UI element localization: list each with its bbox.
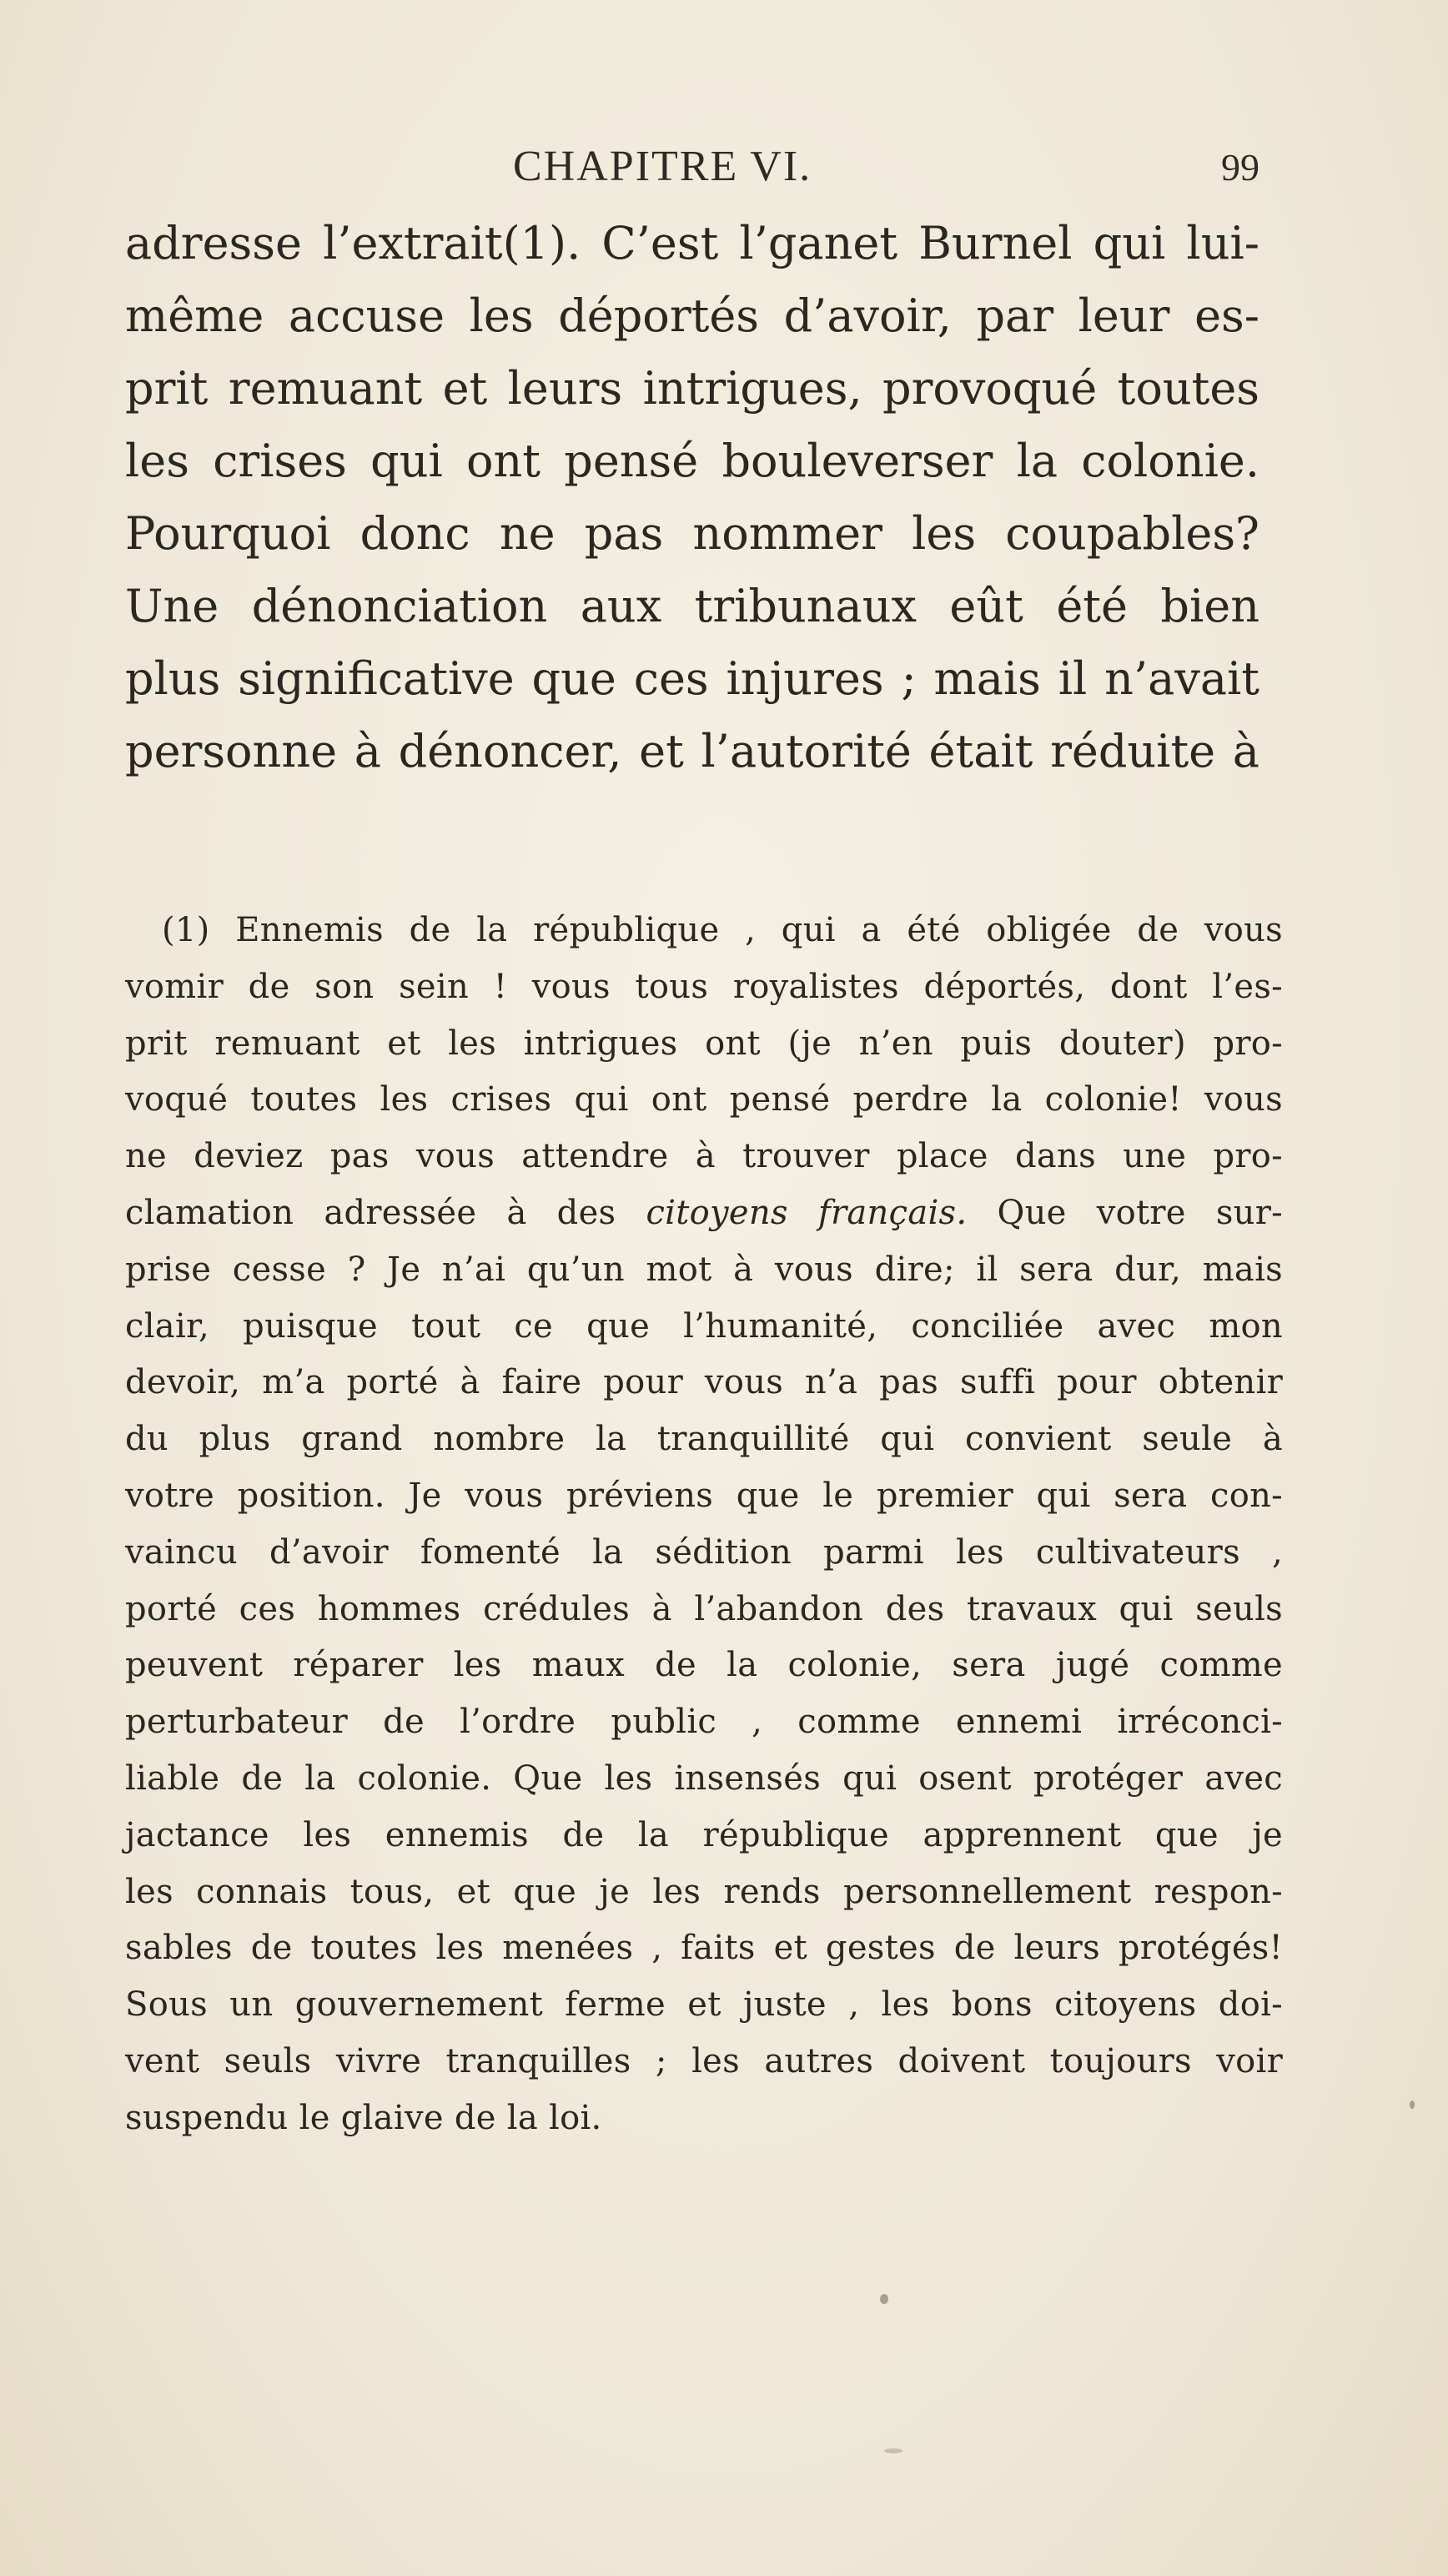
footnote-line: prise cesse ? Je n’ai qu’un mot à vous dire; il sera dur, mais [125,1250,1283,1289]
footnote-line: les connais tous, et que je les rends personnellement respon- [125,1872,1283,1911]
text-line: même accuse les déportés d’avoir, par leur es- [125,289,1259,342]
footnote-line: vent seuls vivre tranquilles ; les autres doivent toujours voir [125,2041,1283,2080]
ink-speck [1410,2101,1415,2109]
footnote-line-with-italic [125,1185,1283,1242]
footnote-line: clair, puisque tout ce que l’humanité, conciliée avec mon [125,1306,1283,1346]
italic-phrase: citoyens français. [646,1193,968,1232]
footnote-line: porté ces hommes crédules à l’abandon des travaux qui seuls [125,1589,1283,1628]
footnote-line: suspendu le glaive de la loi. [125,2098,602,2137]
footnote-text: clamation adressée à des [125,1193,616,1232]
text-line: Pourquoi donc ne pas nommer les coupables? [125,507,1259,560]
text-line: personne à dénoncer, et l’autorité était réduite à [125,725,1259,777]
footnote-line: peuvent réparer les maux de la colonie, sera jugé comme [125,1646,1283,1685]
page-number: 99 [1221,146,1259,189]
footnote-line: du plus grand nombre la tranquillité qui convient seule à [125,1420,1283,1459]
footnote-text: Que votre sur- [997,1193,1283,1232]
running-head [125,142,1276,200]
footnote-line: vaincu d’avoir fomenté la sédition parmi les cultivateurs , [125,1532,1283,1572]
main-text [125,207,1259,787]
text-line: prit remuant et leurs intrigues, provoqué toutes [125,362,1259,415]
text-line: les crises qui ont pensé bouleverser la colonie. [125,435,1259,487]
footnote-line: jactance les ennemis de la république apprennent que je [125,1815,1283,1854]
footnote-line: perturbateur de l’ordre public , comme ennemi irréconci- [125,1703,1283,1742]
footnote-line: sables de toutes les menées , faits et gestes de leurs protégés! [125,1929,1283,1968]
footnote-line: devoir, m’a porté à faire pour vous n’a pas suffi pour obtenir [125,1363,1283,1402]
footnote-line: liable de la colonie. Que les insensés qui osent protéger avec [125,1758,1283,1798]
footnote-line: Sous un gouvernement ferme et juste , les bons citoyens doi- [125,1985,1283,2025]
text-line: Une dénonciation aux tribunaux eût été bien [125,580,1259,632]
footnote-line: voqué toutes les crises qui ont pensé perdre la colonie! vous [125,1080,1283,1119]
footnote-line: (1) Ennemis de la république , qui a été obligée de vous [162,911,1283,949]
footnote-line: votre position. Je vous préviens que le premier qui sera con- [125,1476,1283,1515]
footnote-line: vomir de son sein ! vous tous royalistes déportés, dont l’es- [125,967,1283,1006]
ink-speck [880,2294,888,2304]
text-line: plus significative que ces injures ; mais il n’avait [125,652,1259,705]
footnote [125,903,1283,2147]
chapter-title: CHAPITRE VI. [513,143,812,190]
text-line: adresse l’extrait(1). C’est l’ganet Burnel qui lui- [125,217,1259,269]
ink-speck [884,2448,902,2453]
footnote-line: prit remuant et les intrigues ont (je n’en puis douter) pro- [125,1024,1283,1063]
footnote-line: ne deviez pas vous attendre à trouver place dans une pro- [125,1137,1283,1176]
